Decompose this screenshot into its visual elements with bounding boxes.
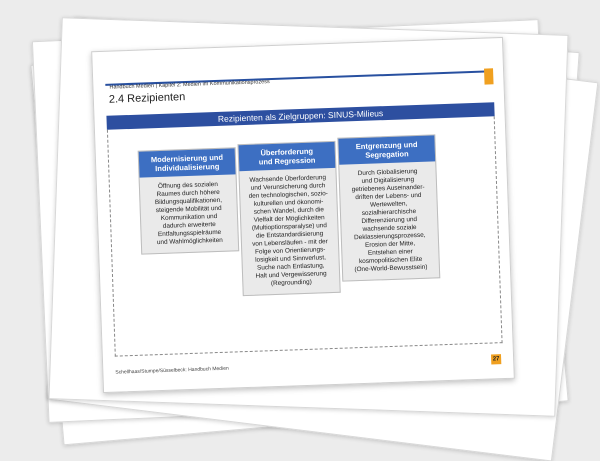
column-heading: Entgrenzung und Segregation [338,135,435,164]
milieu-column [138,147,240,254]
slide-page [91,37,515,393]
milieu-column [337,134,440,281]
breadcrumb: Handbuch Medien | Kapitel 2: Medien im Kommunikationsprozess [109,79,270,91]
column-heading: Überforderung und Regression [239,142,336,171]
milieu-column [237,141,340,296]
column-heading: Modernisierung und Individualisierung [139,148,236,177]
column-text: Öffnung des sozialen Raumes durch höhere Bildungsqualifikationen, steigende Mobilität und Kommunikation und dadurch erweiterte Entfaltungsspielräume und Wahlmöglichkeiten [154,180,223,247]
header-accent [484,68,494,84]
page-number: 27 [491,354,501,364]
footer-source: Schellhaas/Stumpe/Süsselbeck: Handbuch Medien [115,365,229,376]
column-text: Wachsende Überforderung und Verunsicherung durch den technologischen, sozio- kulturellen und ökonomi- schen Wandel, durch die Vielfalt der Möglichkeiten (Multioptionsparalyse) und die Entstandardisierung von Lebensläufen - mit der Folge von Orientierungs- losigkeit und Sinnverlust, Suche nach Entlastung, Halt und Vergewisserung (Regrounding) [248,174,329,288]
slide-title: Rezipienten als Zielgruppen: SINUS-Milieus [106,102,494,130]
column-text: Durch Globalisierung und Digitalisierung getriebenes Auseinander- driften der Lebens- und Wertewelten, sozialhierarchische Differenzierung und wachsende soziale Deklassierungsprozesse, Erosion der Mitte, Entstehen einer kosmopolitischen Elite (One-World-Bewusstsein) [351,167,428,274]
section-title: 2.4 Rezipienten [108,91,186,106]
